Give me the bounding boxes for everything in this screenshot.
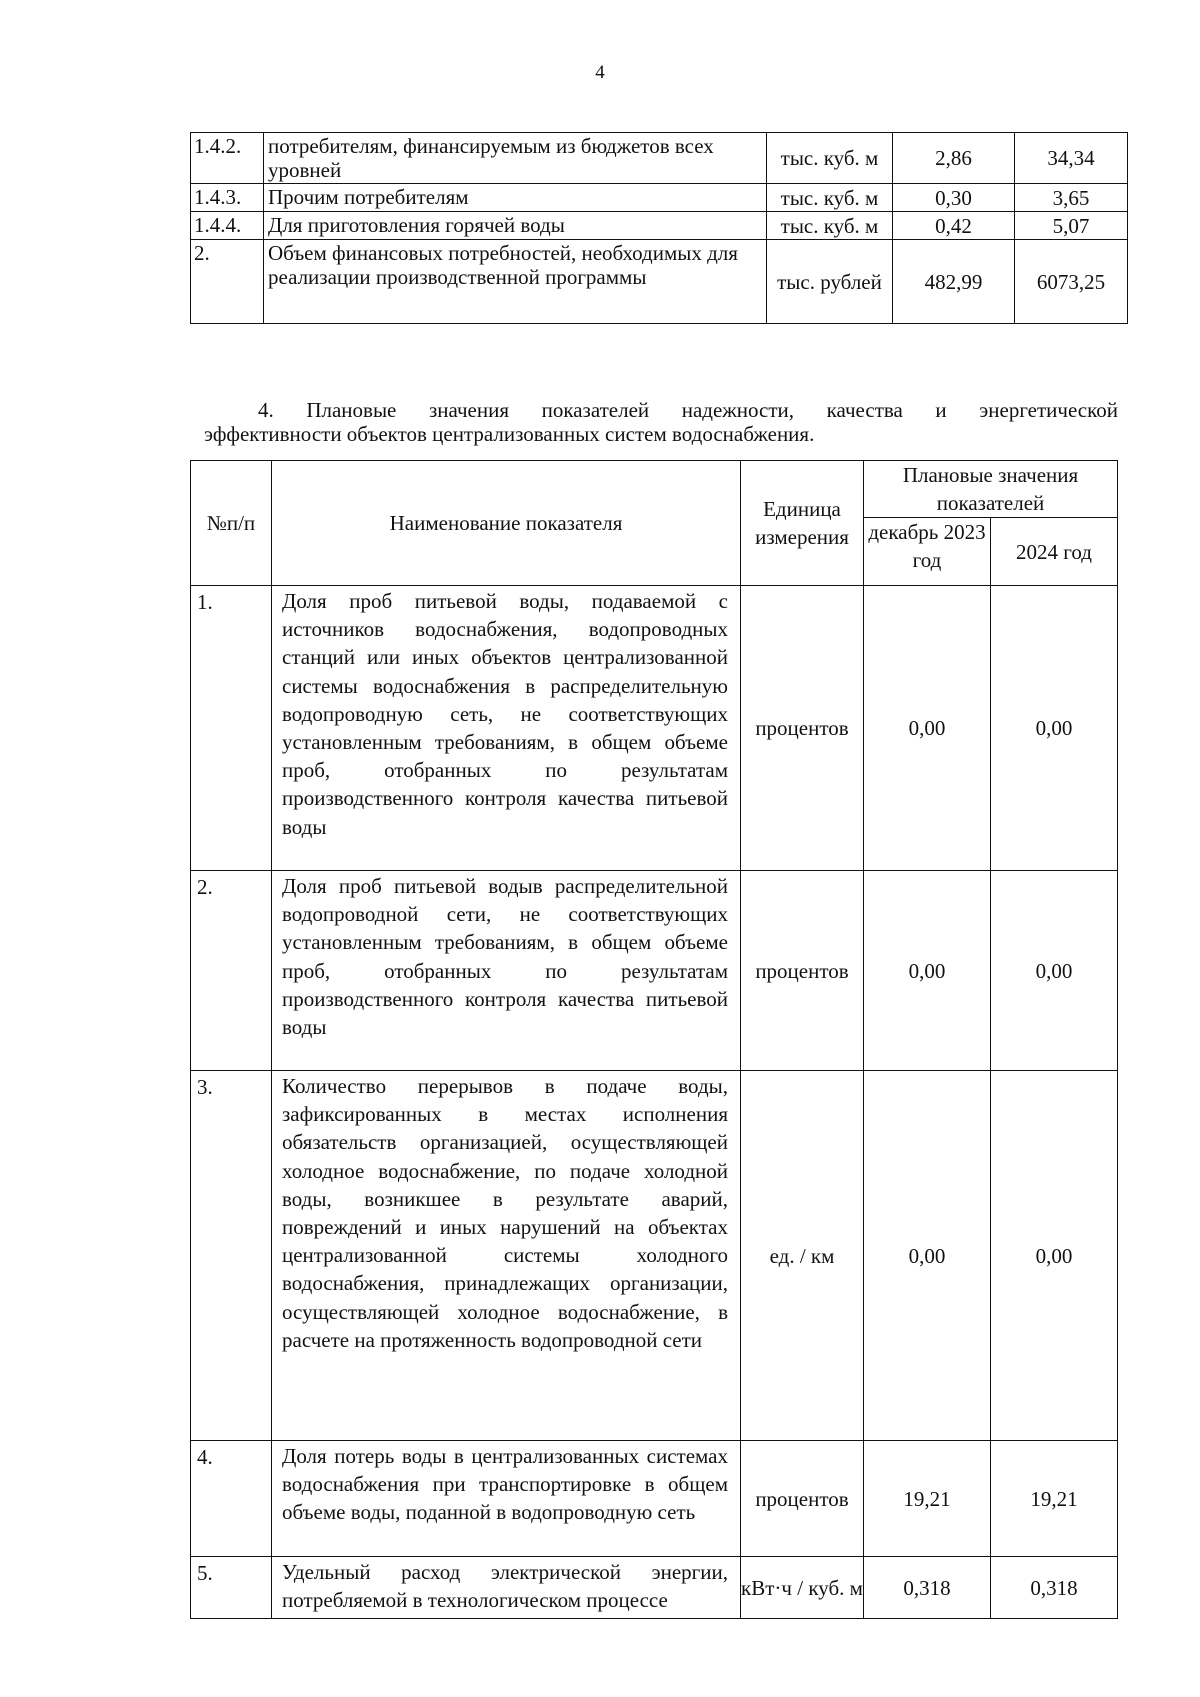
section-heading bbox=[204, 398, 1118, 446]
row-value-dec-2023: 19,21 bbox=[864, 1441, 991, 1557]
row-value-2024: 19,21 bbox=[991, 1441, 1118, 1557]
table-row bbox=[191, 240, 1128, 324]
table-row bbox=[191, 1071, 1118, 1441]
row-unit: ед. / км bbox=[741, 1071, 864, 1441]
row-name: Доля потерь воды в централизованных системах водоснабжения при транспортировке в общем объеме воды, поданной в водопроводную сеть bbox=[272, 1441, 741, 1557]
row-code: 1.4.4. bbox=[191, 212, 264, 240]
row-value-dec-2023: 0,00 bbox=[864, 1071, 991, 1441]
row-unit: процентов bbox=[741, 871, 864, 1071]
table-row bbox=[191, 133, 1128, 184]
table-row bbox=[191, 1441, 1118, 1557]
row-unit: тыс. куб. м bbox=[767, 184, 893, 212]
row-value-2024: 0,318 bbox=[991, 1557, 1118, 1619]
header-unit: Единица измерения bbox=[741, 461, 864, 586]
row-unit: процентов bbox=[741, 1441, 864, 1557]
row-value-2: 6073,25 bbox=[1015, 240, 1128, 324]
header-dec-2023: декабрь 2023 год bbox=[864, 518, 991, 586]
row-value-dec-2023: 0,318 bbox=[864, 1557, 991, 1619]
row-value-1: 2,86 bbox=[893, 133, 1015, 184]
row-num: 4. bbox=[191, 1441, 272, 1557]
row-name: Прочим потребителям bbox=[264, 184, 767, 212]
header-name: Наименование показателя bbox=[272, 461, 741, 586]
row-value-2024: 0,00 bbox=[991, 1071, 1118, 1441]
row-value-2: 3,65 bbox=[1015, 184, 1128, 212]
row-name: Удельный расход электрической энергии, потребляемой в технологическом процессе bbox=[272, 1557, 741, 1619]
row-code: 2. bbox=[191, 240, 264, 324]
row-name: Количество перерывов в подаче воды, зафиксированных в местах исполнения обязательств организацией, осуществляющей холодное водоснабжение, по подаче холодной воды, возникшее в результате аварий, повреждений и иных нарушений на объектах централизованной системы холодного водоснабжения, принадлежащих организации, осуществляющей холодное водоснабжение, в расчете на протяженность водопроводной сети bbox=[272, 1071, 741, 1441]
row-unit: тыс. куб. м bbox=[767, 212, 893, 240]
production-program-table bbox=[190, 132, 1128, 324]
table-row bbox=[191, 184, 1128, 212]
row-value-2024: 0,00 bbox=[991, 586, 1118, 871]
table-row bbox=[191, 586, 1118, 871]
row-name: Доля проб питьевой водыв распределительной водопроводной сети, не соответствующих установленным требованиям, в общем объеме проб, отобранных по результатам производственного контроля качества питьевой воды bbox=[272, 871, 741, 1071]
planned-indicators-table bbox=[190, 460, 1118, 1619]
row-value-dec-2023: 0,00 bbox=[864, 871, 991, 1071]
row-num: 1. bbox=[191, 586, 272, 871]
row-num: 2. bbox=[191, 871, 272, 1071]
row-unit: процентов bbox=[741, 586, 864, 871]
row-name: Доля проб питьевой воды, подаваемой с источников водоснабжения, водопроводных станций или иных объектов централизованной системы водоснабжения в распределительную водопроводную сеть, не соответствующих установленным требованиям, в общем объеме проб, отобранных по результатам производственного контроля качества питьевой воды bbox=[272, 586, 741, 871]
table-row bbox=[191, 212, 1128, 240]
row-value-2: 34,34 bbox=[1015, 133, 1128, 184]
row-value-2: 5,07 bbox=[1015, 212, 1128, 240]
row-code: 1.4.2. bbox=[191, 133, 264, 184]
row-unit: тыс. куб. м bbox=[767, 133, 893, 184]
row-name: Объем финансовых потребностей, необходимых для реализации производственной программы bbox=[264, 240, 767, 324]
row-name: потребителям, финансируемым из бюджетов всех уровней bbox=[264, 133, 767, 184]
row-name: Для приготовления горячей воды bbox=[264, 212, 767, 240]
row-unit: тыс. рублей bbox=[767, 240, 893, 324]
row-value-dec-2023: 0,00 bbox=[864, 586, 991, 871]
header-planned: Плановые значения показателей bbox=[864, 461, 1118, 518]
table-row bbox=[191, 871, 1118, 1071]
row-value-1: 482,99 bbox=[893, 240, 1015, 324]
row-value-2024: 0,00 bbox=[991, 871, 1118, 1071]
header-num: №п/п bbox=[191, 461, 272, 586]
section-heading-line-1: 4. Плановые значения показателей надежности, качества и энергетической bbox=[258, 398, 1118, 422]
page-number: 4 bbox=[595, 62, 605, 83]
table-row bbox=[191, 1557, 1118, 1619]
row-value-1: 0,42 bbox=[893, 212, 1015, 240]
row-num: 3. bbox=[191, 1071, 272, 1441]
header-row bbox=[191, 461, 1118, 518]
row-num: 5. bbox=[191, 1557, 272, 1619]
row-unit: кВт·ч / куб. м bbox=[741, 1557, 864, 1619]
row-code: 1.4.3. bbox=[191, 184, 264, 212]
row-value-1: 0,30 bbox=[893, 184, 1015, 212]
section-heading-line-2: эффективности объектов централизованных систем водоснабжения. bbox=[204, 422, 815, 446]
header-2024: 2024 год bbox=[991, 518, 1118, 586]
